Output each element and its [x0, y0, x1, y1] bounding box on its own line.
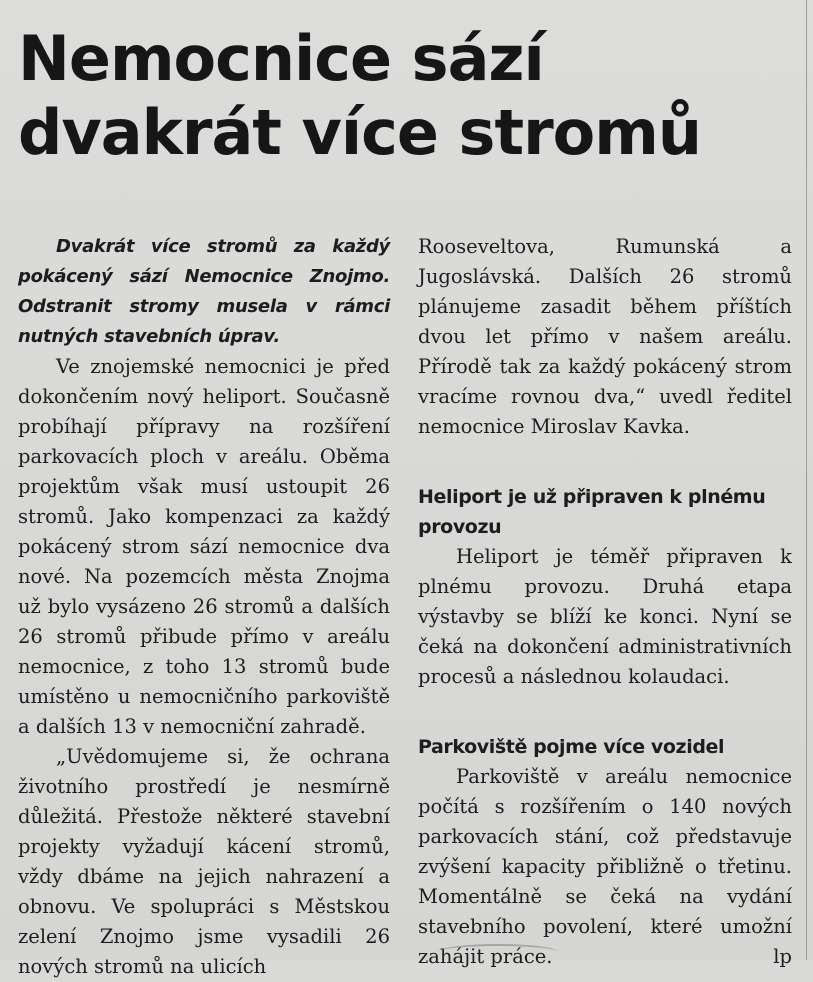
headline-line-2: dvakrát více stromů [18, 96, 702, 169]
parking-text: Parkoviště v areálu nemocnice počítá s rozšířením o 140 nových parkovacích stání, což představuje zvýšení kapacity přibližně o třetinu. Momentálně se čeká na vydání stavebního povolení, které umožní zahájit práce. [418, 765, 792, 968]
body-paragraph-1: Ve znojemské nemocnici je před dokončením nový heliport. Současně probíhají přípravy na rozšíření parkovacích ploch v areálu. Oběma projektům však musí ustoupit 26 stromů. Jako kompenzaci za každý pokácený strom sází nemocnice dva nové. Na pozemcích města Znojma už bylo vysázeno 26 stromů a dalších 26 stromů přibude přímo v areálu nemocnice, z toho 13 stromů bude umístěno u nemocničního parkoviště a dalších 13 v nemocniční zahradě. [18, 355, 390, 738]
cut-off-mark [438, 944, 558, 960]
headline-line-1: Nemocnice sází [18, 22, 544, 95]
page-edge-line [806, 0, 807, 960]
subheading-parking: Parkoviště pojme více vozidel [418, 736, 725, 758]
author-signature: lp [773, 945, 792, 968]
body-paragraph-2-part-2: Rooseveltova, Rumunská a Jugoslávská. Dalších 26 stromů plánujeme zasadit během příštích dvou let přímo v našem areálu. Přírodě tak za každý pokácený strom vracíme rovnou dva,“ uvedl ředitel nemocnice Miroslav Kavka. [418, 235, 792, 438]
body-paragraph-2-part-1: „Uvědomujeme si, že ochrana životního prostředí je nesmírně důležitá. Přestože některé stavební projekty vyžadují kácení stromů, vždy dbáme na jejich nahrazení a obnovu. Ve spolupráci s Městskou zelení Znojmo jsme vysadili 26 nových stromů na ulicích [18, 745, 390, 978]
subheading-heliport: Heliport je už připraven k plnému provozu [418, 486, 766, 538]
section-heliport-text: Heliport je téměř připraven k plnému provozu. Druhá etapa výstavby se blíží ke konci. Nyní se čeká na dokončení administrativních procesů a následnou kolaudaci. [418, 545, 792, 688]
article-lead: Dvakrát více stromů za každý pokácený sází Nemocnice Znojmo. Odstranit stromy musela v rámci nutných stavebních úprav. [18, 236, 390, 347]
column-right [418, 232, 792, 972]
article-headline [18, 22, 798, 170]
section-parking-text [418, 762, 792, 972]
column-left [18, 232, 390, 982]
